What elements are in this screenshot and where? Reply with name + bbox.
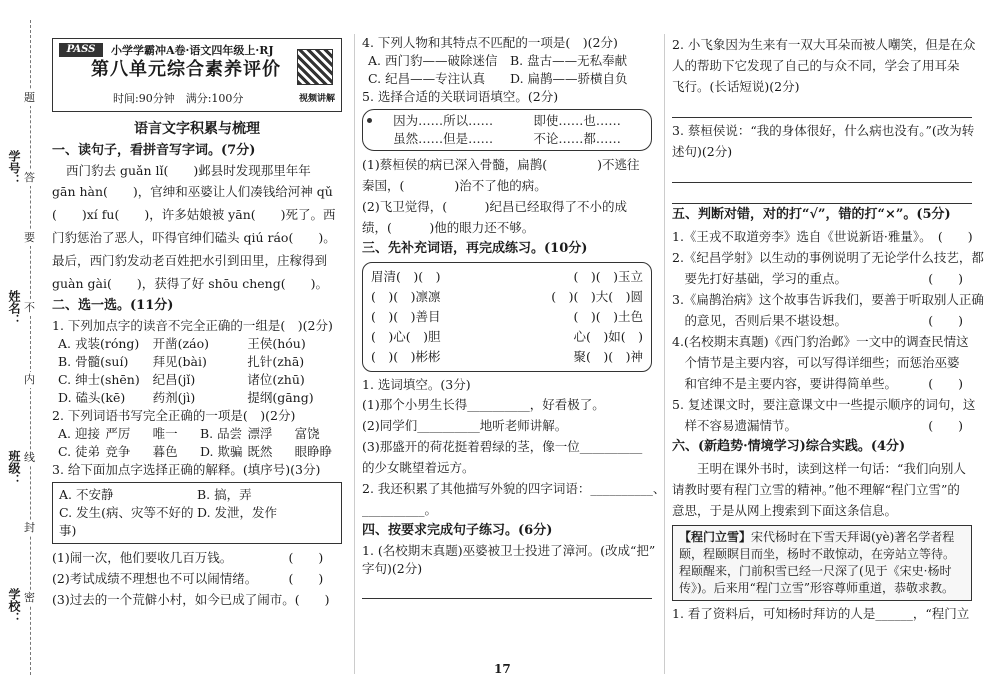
q4-2-line: 人的帮助下它发现了自己的与众不同，学会了用耳朵 (672, 58, 960, 73)
q2-item: (3)过去的一个荒僻小村，如今已成了闹市。( ) (52, 592, 330, 607)
binding-char: 不 (24, 301, 35, 314)
column-divider (354, 34, 355, 674)
reading-text: 宋代杨时在下雪天拜谒(yè)著名学者程颐，程颐瞑目而坐，杨时不敢惊动，在旁站立等待。程颐醒来，门前积雪已经一尺深了(见于《宋史·杨时传》)。后来用“程门立雪”形容尊师重道，恭敬求教。 (679, 530, 956, 595)
q4-3-line: 3. 蔡桓侯说：“我的身体很好，什么病也没有。”(改为转 (672, 123, 975, 138)
q4-2-line: 飞行。(长话短说)(2分) (672, 79, 800, 94)
judge-item: 和官绅不是主要内容，要讲得简单些。 ( ) (672, 376, 964, 391)
judge-item: 2.《纪昌学射》以生动的事例说明了无论学什么技艺，都 (672, 250, 984, 265)
q5-line: 秦国，( )治不了他的病。 (362, 178, 547, 193)
q2-heading: 二、选一选。(11分) (52, 298, 174, 313)
option-row: C. 徒弟 竞争 暮色 D. 欺骗 既然 眼睁睁 (58, 444, 333, 459)
q5-line: (2)飞卫觉得，( )纪昌已经取得了不小的成 (362, 199, 627, 214)
column-middle (362, 34, 666, 601)
reading-material-box (672, 525, 972, 601)
q4b-sub1b: 字句)(2分) (362, 561, 423, 576)
idiom-box: 眉清( )( ) ( )( )玉立 ( )( )凛凛 ( )( )大( )圆 ( )( )善目 ( )( )土色 ( )心( )胆 心( )如( ) ( )( )彬彬 聚( )( )神 (362, 262, 652, 372)
definition-box: A. 不安静 B. 搞，弄 C. 发生(病、灾等不好的事) D. 发泄，发作 (52, 482, 342, 544)
judge-item: 5. 复述课文时，要注意课文中一些提示顺序的词句，这 (672, 397, 976, 412)
q6-line: 意思，于是从网上搜索到下面这条信息。 (672, 503, 898, 518)
q3-sub1: 1. 选词填空。(3分) (362, 377, 471, 392)
judge-item: 3.《扁鹊治病》这个故事告诉我们，要善于听取别人正确 (672, 292, 984, 307)
option-row: A. 戎装(róng) 开凿(záo) 王侯(hóu) (58, 336, 306, 351)
q3-line: (1)那个小男生长得__________，好看极了。 (362, 397, 605, 412)
option-row: B. 骨髓(suí) 拜见(bài) 扎针(zhā) (58, 354, 305, 369)
option-row: D. 磕头(kē) 药剂(jì) 提纲(gāng) (58, 390, 314, 405)
qr-label: 视频讲解 (298, 94, 335, 104)
section-title: 语言文字积累与梳理 (134, 121, 260, 137)
q1-line: ( )xí fu( )，许多姑娘被 yān( )死了。西 (52, 207, 336, 222)
column-right (672, 34, 984, 623)
reading-title: 【程门立雪】 (679, 530, 752, 544)
q6-sub1: 1. 看了资料后，可知杨时拜访的人是______，“程门立 (672, 606, 970, 621)
binding-char: 题 (24, 91, 35, 104)
q5-line: (1)蔡桓侯的病已深入骨髓，扁鹊( )不逃往 (362, 157, 640, 172)
q1-line: 西门豹去 guǎn lǐ( )邺县时发现那里年年 (66, 163, 311, 178)
q3-line: (3)那盛开的荷花挺着碧绿的茎，像一位__________ (362, 439, 643, 454)
answer-line[interactable] (362, 580, 652, 599)
q2-sub2: 2. 下列词语书写完全正确的一项是( )(2分) (52, 408, 296, 423)
exam-header (52, 38, 342, 112)
conjunction-box: 因为……所以…… 即使……也…… 虽然……但是…… 不论……都…… (362, 109, 652, 151)
pass-logo: PASS (59, 43, 103, 57)
binding-strip (0, 0, 48, 691)
q3-sub2b: __________。 (362, 502, 438, 517)
judge-item: 要先打好基础，学习的重点。 ( ) (672, 271, 964, 286)
judge-item: 1.《王戎不取道旁李》选自《世说新语·雅量》。 ( ) (672, 229, 973, 244)
judge-item: 4.(名校期末真题)《西门豹治邺》一文中的调查民情这 (672, 334, 969, 349)
binding-dashed-line (30, 20, 31, 675)
q1-line: 门豹惩治了恶人，吓得官绅们磕头 qiú ráo( )。 (52, 230, 336, 245)
binding-char: 答 (24, 171, 35, 184)
option-row: A. 西门豹——破除迷信 B. 盘古——无私奉献 (368, 53, 628, 68)
judge-item: 样不容易遗漏情节。 ( ) (672, 418, 964, 433)
binding-char: 密 (24, 591, 35, 604)
q2-item: (1)闹一次，他们要收几百万钱。 ( ) (52, 550, 324, 565)
option-row: A. 迎接 严厉 唯一 B. 品尝 漂浮 富饶 (58, 426, 320, 441)
q3-sub2: 2. 我还积累了其他描写外貌的四字词语：__________、 (362, 481, 666, 496)
binding-char: 线 (24, 451, 35, 464)
q4b-sub1: 1. (名校期末真题)巫婆被卫士投进了漳河。(改成“把” (362, 543, 656, 558)
q1-line: 最后，西门豹发动老百姓把水引到田里，庄稼得到 (52, 253, 328, 268)
binding-label-number: 学号： (7, 150, 21, 186)
column-divider (664, 34, 665, 674)
answer-line[interactable] (672, 185, 972, 204)
binding-char: 要 (24, 231, 35, 244)
qr-code-icon[interactable] (297, 49, 333, 85)
binding-char: 封 (24, 521, 35, 534)
judge-item: 的意见，否则后果不堪设想。 ( ) (672, 313, 964, 328)
binding-char: 内 (24, 373, 35, 386)
column-left (52, 38, 342, 610)
q3-line: 的少女眺望着远方。 (362, 460, 475, 475)
q1-line: gān hàn( )，官绅和巫婆让人们凑钱给河神 qǔ (52, 184, 333, 199)
q1-heading: 一、读句子，看拼音写字词。(7分) (52, 143, 256, 158)
q4-2-line: 2. 小飞象因为生来有一双大耳朵而被人嘲笑，但是在众 (672, 37, 976, 52)
q4-text: 4. 下列人物和其特点不匹配的一项是( )(2分) (362, 35, 618, 50)
option-row: C. 绅士(shēn) 纪昌(jǐ) 诸位(zhū) (58, 372, 305, 387)
binding-label-school: 学校： (7, 588, 21, 624)
q5-text: 5. 选择合适的关联词语填空。(2分) (362, 89, 559, 104)
q6-line: 王明在课外书时，读到这样一句话：“我们向别人 (672, 461, 966, 476)
page-title: 第八单元综合素养评价 (91, 59, 281, 80)
q6-line: 请教时要有程门立雪的精神。”他不理解“程门立雪”的 (672, 482, 960, 497)
q2-sub1: 1. 下列加点字的读音不完全正确的一组是( )(2分) (52, 318, 333, 333)
q6-heading: 六、(新趋势·情境学习)综合实践。(4分) (672, 439, 906, 454)
binding-label-name: 姓名： (7, 290, 21, 326)
bullet-icon (367, 118, 372, 123)
q3-line: (2)同学们__________地听老师讲解。 (362, 418, 568, 433)
q1-line: guàn gài( )，获得了好 shōu cheng( )。 (52, 276, 328, 291)
binding-label-class: 班级： (7, 450, 21, 486)
q4-3-line: 述句)(2分) (672, 144, 733, 159)
series-title: 小学学霸冲A卷·语文四年级上·RJ (111, 44, 274, 57)
answer-line[interactable] (672, 99, 972, 118)
q3-heading: 三、先补充词语，再完成练习。(10分) (362, 241, 588, 256)
q5-heading: 五、判断对错，对的打“√”，错的打“×”。(5分) (672, 207, 951, 222)
q2-sub3: 3. 给下面加点字选择正确的解释。(填序号)(3分) (52, 462, 321, 477)
answer-line[interactable] (672, 164, 972, 183)
page-number: 17 (494, 662, 511, 676)
q5-line: 绩，( )他的眼力还不够。 (362, 220, 535, 235)
q2-item: (2)考试成绩不理想也不可以闹情绪。 ( ) (52, 571, 324, 586)
option-row: C. 纪昌——专注认真 D. 扁鹊——骄横自负 (368, 71, 628, 86)
q4b-heading: 四、按要求完成句子练习。(6分) (362, 523, 553, 538)
exam-meta: 时间:90分钟 满分:100分 (113, 92, 244, 105)
judge-item: 个情节是主要内容，可以写得详细些；而惩治巫婆 (672, 355, 960, 370)
